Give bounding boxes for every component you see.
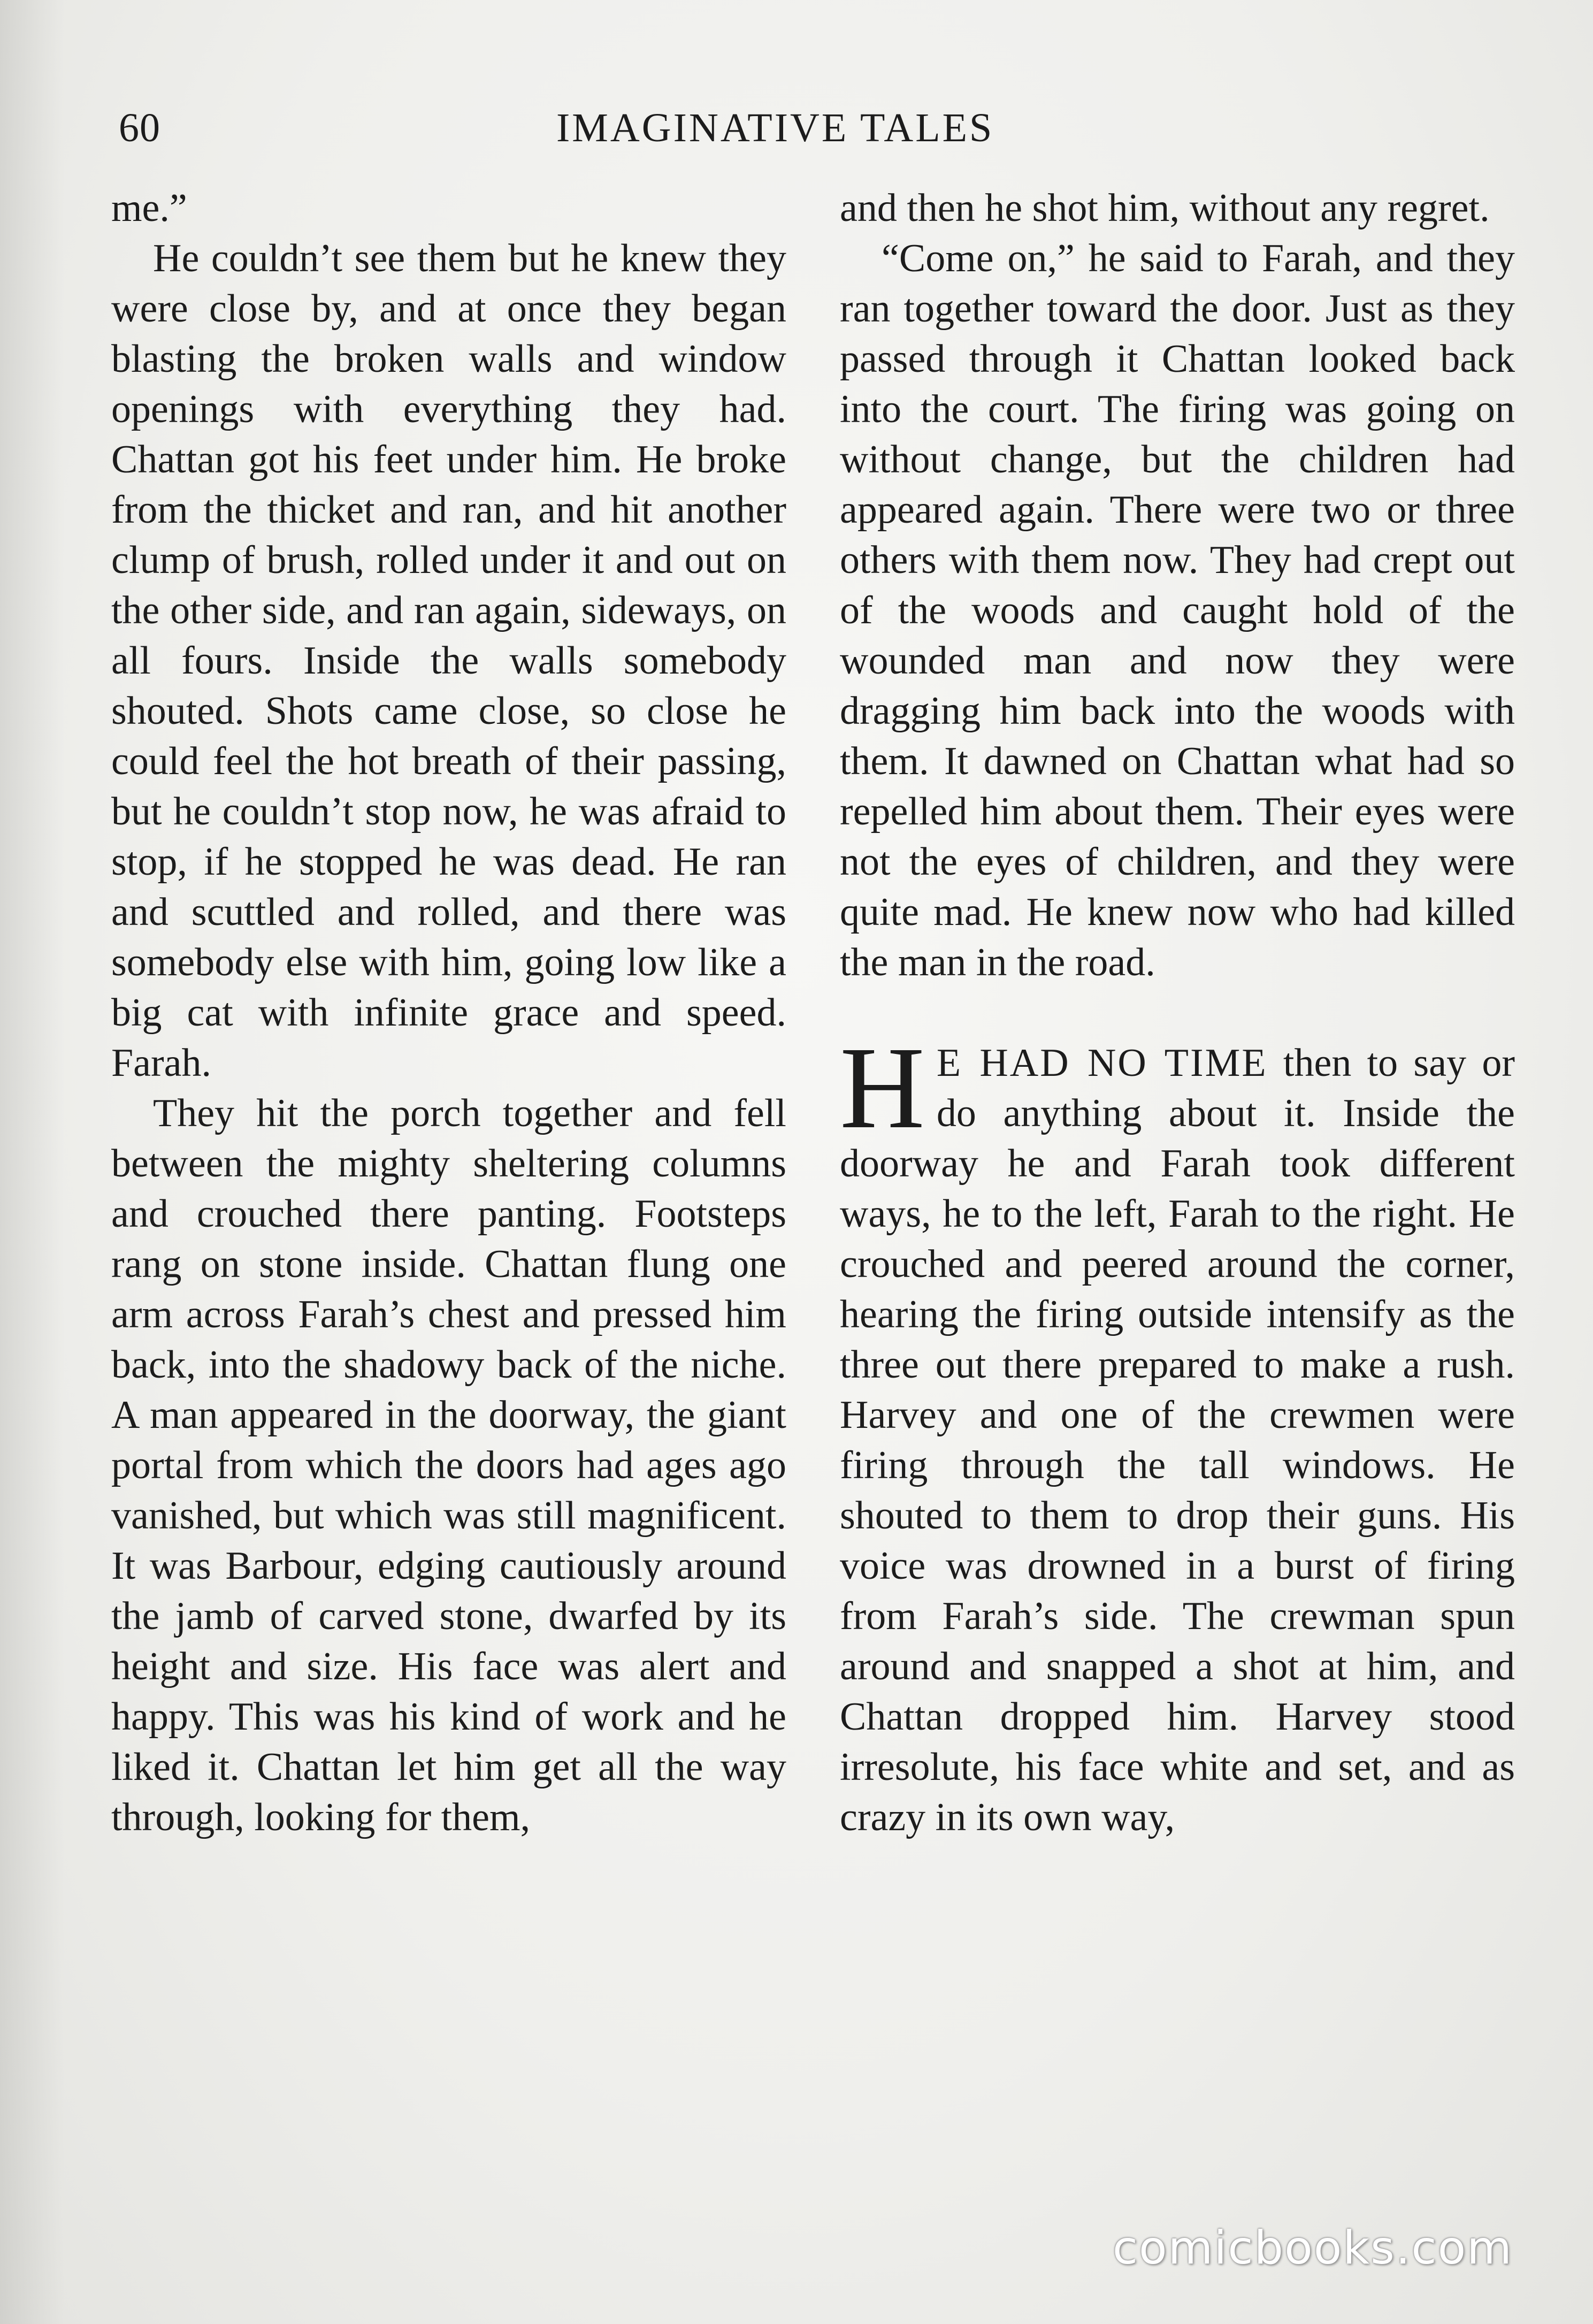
- page-number: 60: [119, 105, 160, 150]
- running-head: IMAGINATIVE TALES: [556, 105, 994, 150]
- section-opening-paragraph: [840, 1022, 1515, 1843]
- lead-in-caps: E HAD NO TIME: [936, 1041, 1268, 1085]
- right-column: [840, 183, 1515, 1843]
- section-break: [840, 988, 1515, 1038]
- drop-cap: H: [840, 1022, 925, 1153]
- paragraph: “Come on,” he said to Farah, and they ran together toward the door. Just as they passed through it Chattan looked back into the court. The firing was going on without change, but the children had appeared again. There were two or three others with them now. They had crept out of the woods and caught hold of the wounded man and now they were dragging him back into the woods with them. It dawned on Chattan what had so repelled him about them. Their eyes were not the eyes of children, and they were quite mad. He knew now who had killed the man in the road.: [840, 236, 1515, 984]
- watermark: comicbooks.com: [1112, 2221, 1513, 2275]
- paragraph: He couldn’t see them but he knew they were close by, and at once they began blasting the broken walls and window openings with everything they had. Chattan got his feet under him. He broke from the thicket and ran, and hit another clump of brush, rolled under it and out on the other side, and ran again, sideways, on all fours. Inside the walls somebody shouted. Shots came close, so close he could feel the hot breath of their passing, but he couldn’t stop now, he was afraid to stop, if he stopped he was dead. He ran and scuttled and rolled, and there was somebody else with him, going low like a big cat with infinite grace and speed. Farah.: [111, 236, 786, 1085]
- paragraph-continued: and then he shot him, without any regret.: [840, 186, 1490, 230]
- paragraph-text: then to say or do anything about it. Inside the doorway he and Farah took different ways, he to the left, Farah to the right. He crouched and peered around the corner, hearing the firing outside intensify as the three out there prepared to make a rush. Harvey and one of the crewmen were firing through the tall windows. He shouted to them to drop their guns. His voice was drowned in a burst of firing from Farah’s side. The crewman spun around and snapped a shot at him, and Chattan dropped him. Harvey stood irresolute, his face white and set, and as crazy in its own way,: [840, 1041, 1515, 1839]
- paragraph-continued: me.”: [111, 186, 187, 230]
- left-column: [111, 183, 786, 1843]
- paragraph: They hit the porch together and fell between the mighty sheltering columns and crouched there panting. Footsteps rang on stone inside. Chattan flung one arm across Farah’s chest and pressed him back, into the shadowy back of the niche. A man appeared in the doorway, the giant portal from which the doors had ages ago vanished, but which was still magnificent. It was Barbour, edging cautiously around the jamb of carved stone, dwarfed by its height and size. His face was alert and happy. This was his kind of work and he liked it. Chattan let him get all the way through, looking for them,: [111, 1091, 786, 1839]
